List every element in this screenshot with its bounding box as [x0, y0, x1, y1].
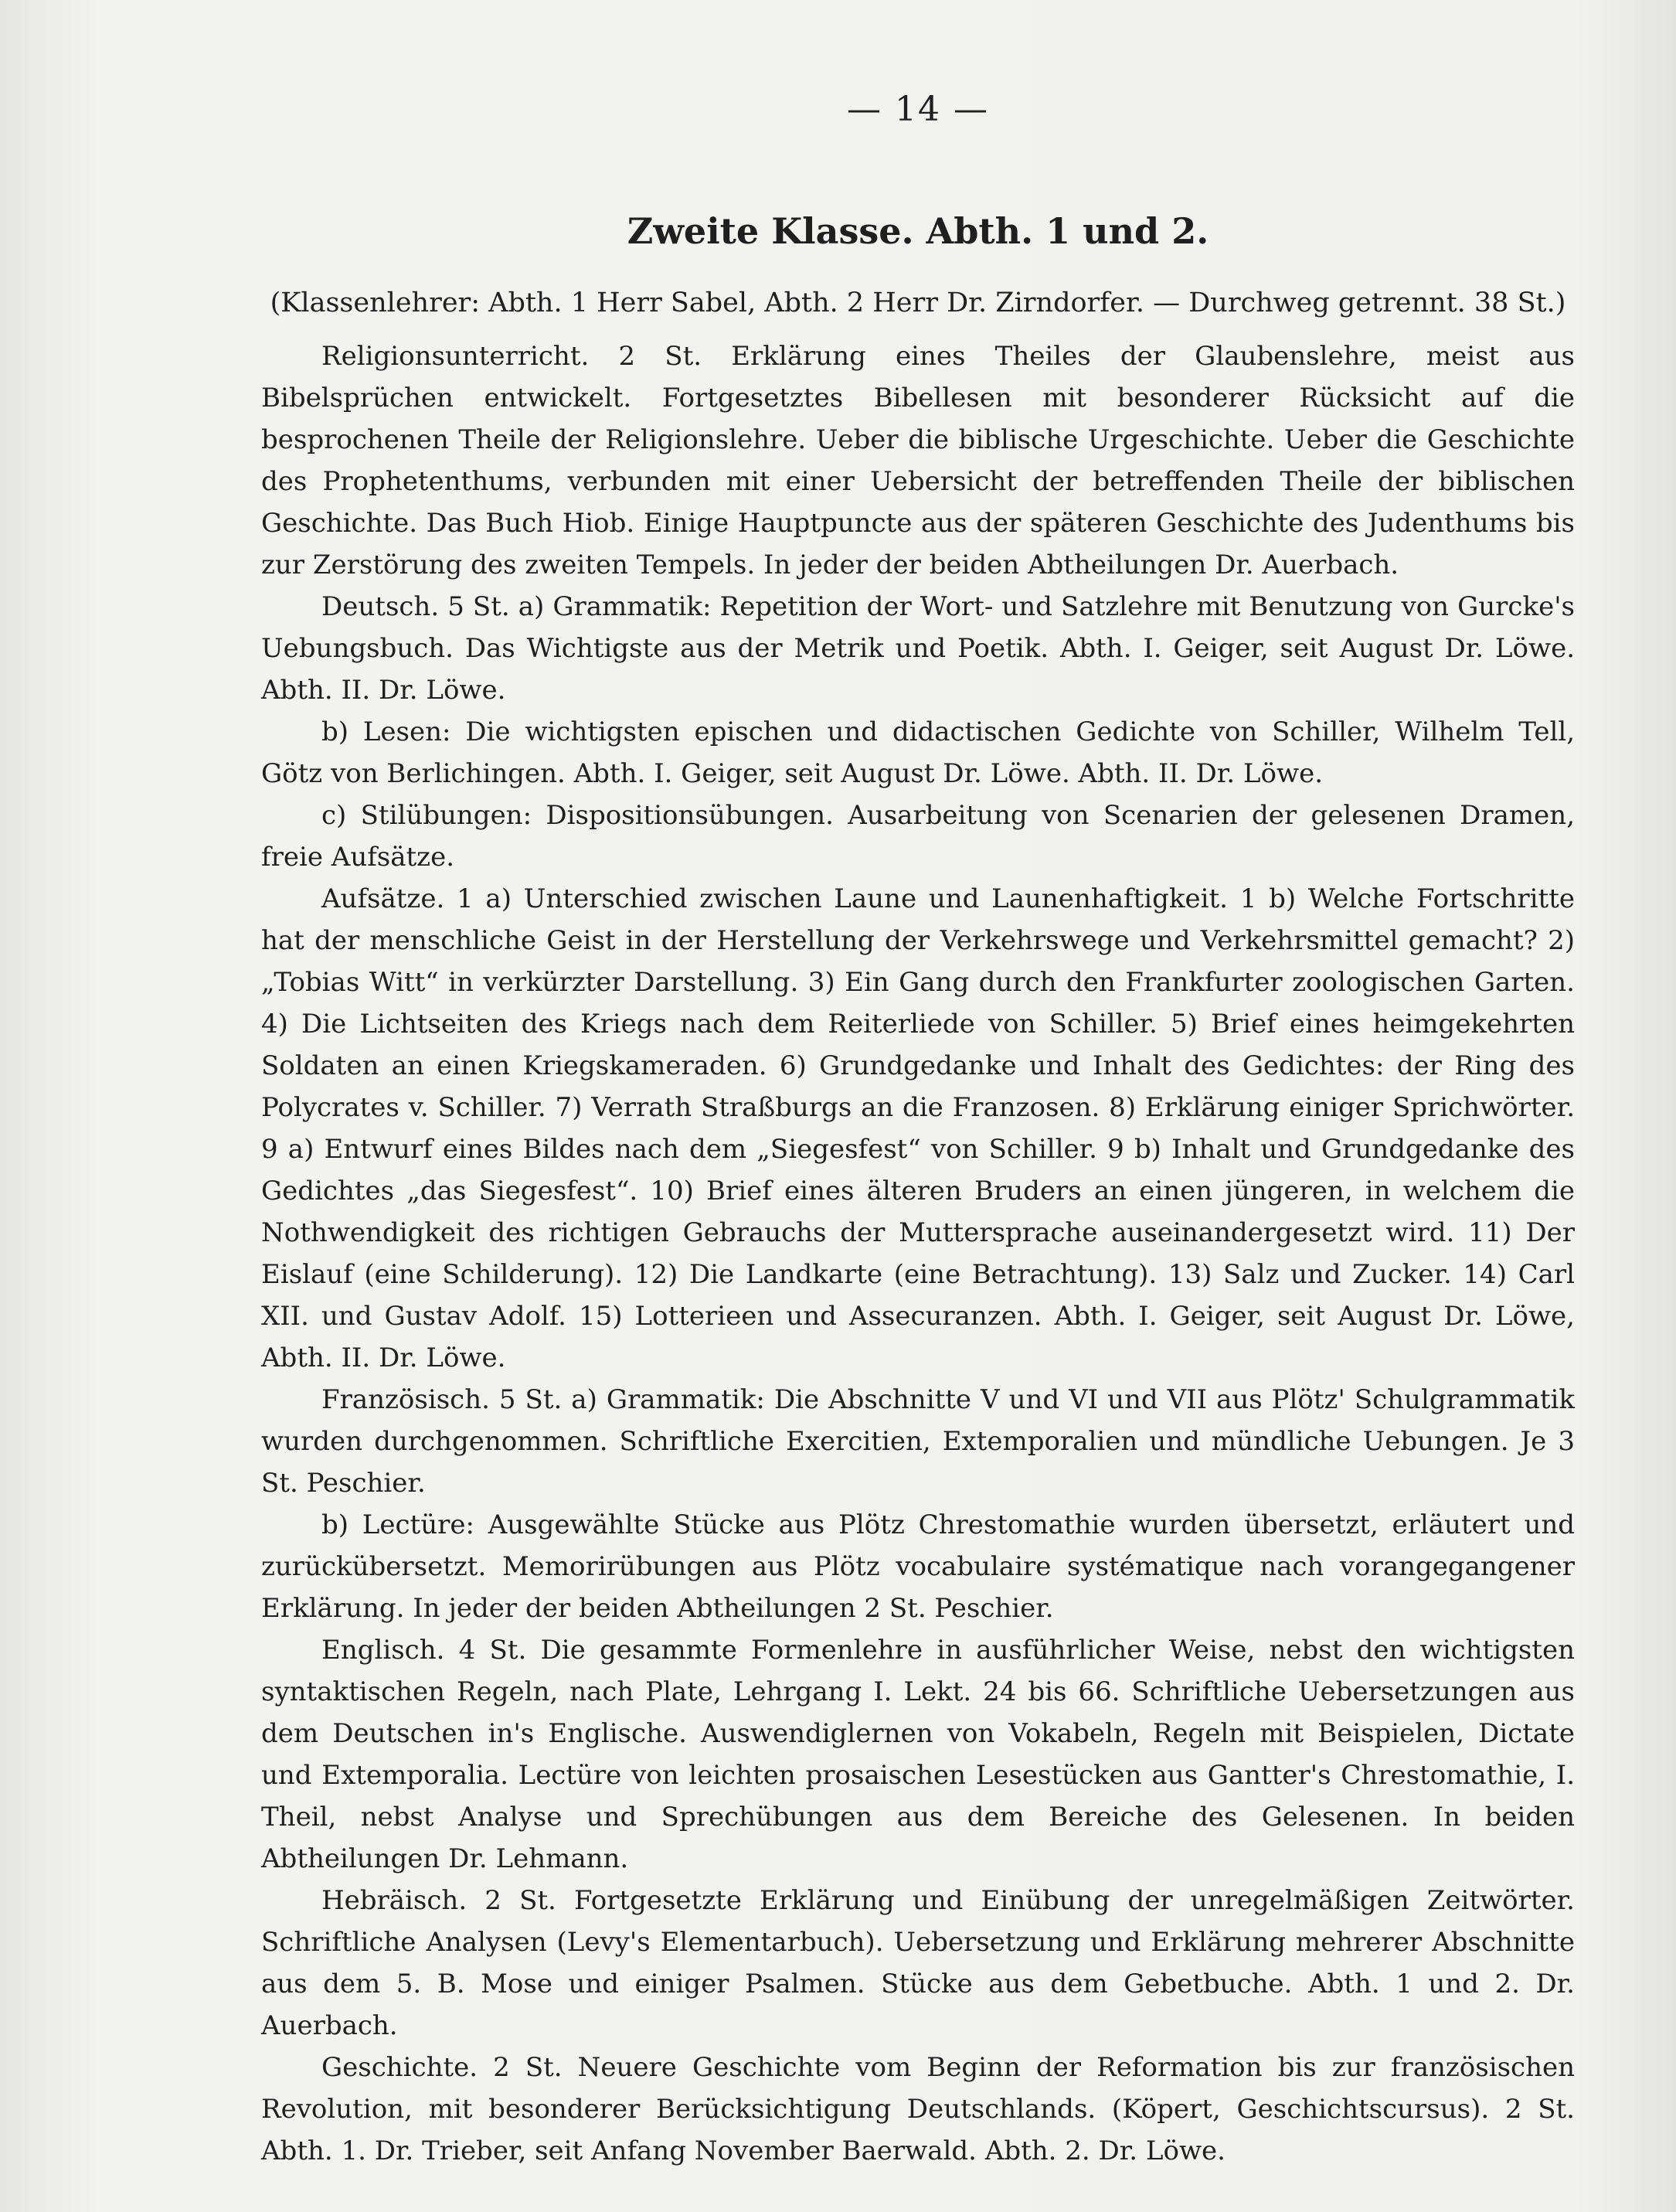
paragraph-deutsch-grammatik: Deutsch. 5 St. a) Grammatik: Repetition der Wort- und Satzlehre mit Benutzung von Gurcke's Uebungsbuch. Das Wichtigste aus der Metrik und Poetik. Abth. I. Geiger, seit August Dr. Löwe. Abth. II. Dr. Löwe.	[261, 590, 1575, 706]
class-teacher-line: (Klassenlehrer: Abth. 1 Herr Sabel, Abth. 2 Herr Dr. Zirndorfer. — Durchweg getrennt. 38 St.)	[270, 287, 1566, 318]
section-title: Zweite Klasse. Abth. 1 und 2.	[627, 210, 1209, 252]
paragraph-deutsch-stiluebungen: c) Stilübungen: Dispositionsübungen. Ausarbeitung von Scenarien der gelesenen Dramen, freie Aufsätze.	[261, 799, 1575, 873]
paragraph-englisch: Englisch. 4 St. Die gesammte Formenlehre in ausführlicher Weise, nebst den wichtigsten syntaktischen Regeln, nach Plate, Lehrgang I. Lekt. 24 bis 66. Schriftliche Uebersetzungen aus dem Deutschen in's Englische. Auswendiglernen von Vokabeln, Regeln mit Beispielen, Dictate und Extemporalia. Lectüre von leichten prosaischen Lesestücken aus Gantter's Chrestomathie, I. Theil, nebst Analyse und Sprechübungen aus dem Bereiche des Gelesenen. In beiden Abtheilungen Dr. Lehmann.	[261, 1634, 1575, 1874]
paragraph-aufsaetze: Aufsätze. 1 a) Unterschied zwischen Laune und Launenhaftigkeit. 1 b) Welche Fortschritte hat der menschliche Geist in der Herstellung der Verkehrswege und Verkehrsmittel gemacht? 2) „Tobias Witt“ in verkürzter Darstellung. 3) Ein Gang durch den Frankfurter zoologischen Garten. 4) Die Lichtseiten des Kriegs nach dem Reiterliede von Schiller. 5) Brief eines heimgekehrten Soldaten an einen Kriegskameraden. 6) Grundgedanke und Inhalt des Gedichtes: der Ring des Polycrates v. Schiller. 7) Verrath Straßburgs an die Franzosen. 8) Erklärung einiger Sprichwörter. 9 a) Entwurf eines Bildes nach dem „Siegesfest“ von Schiller. 9 b) Inhalt und Grundgedanke des Gedichtes „das Siegesfest“. 10) Brief eines älteren Bruders an einen jüngeren, in welchem die Nothwendigkeit des richtigen Gebrauchs der Muttersprache auseinandergesetzt wird. 11) Der Eislauf (eine Schilderung). 12) Die Landkarte (eine Betrachtung). 13) Salz und Zucker. 14) Carl XII. und Gustav Adolf. 15) Lotterieen und Assecuranzen. Abth. I. Geiger, seit August Dr. Löwe, Abth. II. Dr. Löwe.	[261, 883, 1575, 1373]
page-text	[261, 90, 1575, 2172]
paragraph-hebraeisch: Hebräisch. 2 St. Fortgesetzte Erklärung und Einübung der unregelmäßigen Zeitwörter. Schriftliche Analysen (Levy's Elementarbuch). Uebersetzung und Erklärung mehrerer Abschnitte aus dem 5. B. Mose und einiger Psalmen. Stücke aus dem Gebetbuche. Abth. 1 und 2. Dr. Auerbach.	[261, 1884, 1575, 2041]
paragraph-religion: Religionsunterricht. 2 St. Erklärung eines Theiles der Glaubenslehre, meist aus Bibelsprüchen entwickelt. Fortgesetztes Bibellesen mit besonderer Rücksicht auf die besprochenen Theile der Religionslehre. Ueber die biblische Urgeschichte. Ueber die Geschichte des Prophetenthums, verbunden mit einer Uebersicht der betreffenden Theile der biblischen Geschichte. Das Buch Hiob. Einige Hauptpuncte aus der späteren Geschichte des Judenthums bis zur Zerstörung des zweiten Tempels. In jeder der beiden Abtheilungen Dr. Auerbach.	[261, 340, 1575, 580]
paragraph-franzoesisch-grammatik: Französisch. 5 St. a) Grammatik: Die Abschnitte V und VI und VII aus Plötz' Schulgrammatik wurden durchgenommen. Schriftliche Exercitien, Extemporalien und mündliche Uebungen. Je 3 St. Peschier.	[261, 1383, 1575, 1499]
page-number: — 14 —	[847, 90, 989, 129]
paragraph-franzoesisch-lectuere: b) Lectüre: Ausgewählte Stücke aus Plötz Chrestomathie wurden übersetzt, erläutert und zurückübersetzt. Memorirübungen aus Plötz vocabulaire systématique nach vorangegangener Erklärung. In jeder der beiden Abtheilungen 2 St. Peschier.	[261, 1509, 1575, 1624]
paragraph-deutsch-lesen: b) Lesen: Die wichtigsten epischen und didactischen Gedichte von Schiller, Wilhelm Tell, Götz von Berlichingen. Abth. I. Geiger, seit August Dr. Löwe. Abth. II. Dr. Löwe.	[261, 716, 1575, 789]
paragraph-geschichte: Geschichte. 2 St. Neuere Geschichte vom Beginn der Reformation bis zur französischen Revolution, mit besonderer Berücksichtigung Deutschlands. (Köpert, Geschichtscursus). 2 St. Abth. 1. Dr. Trieber, seit Anfang November Baerwald. Abth. 2. Dr. Löwe.	[261, 2051, 1575, 2166]
